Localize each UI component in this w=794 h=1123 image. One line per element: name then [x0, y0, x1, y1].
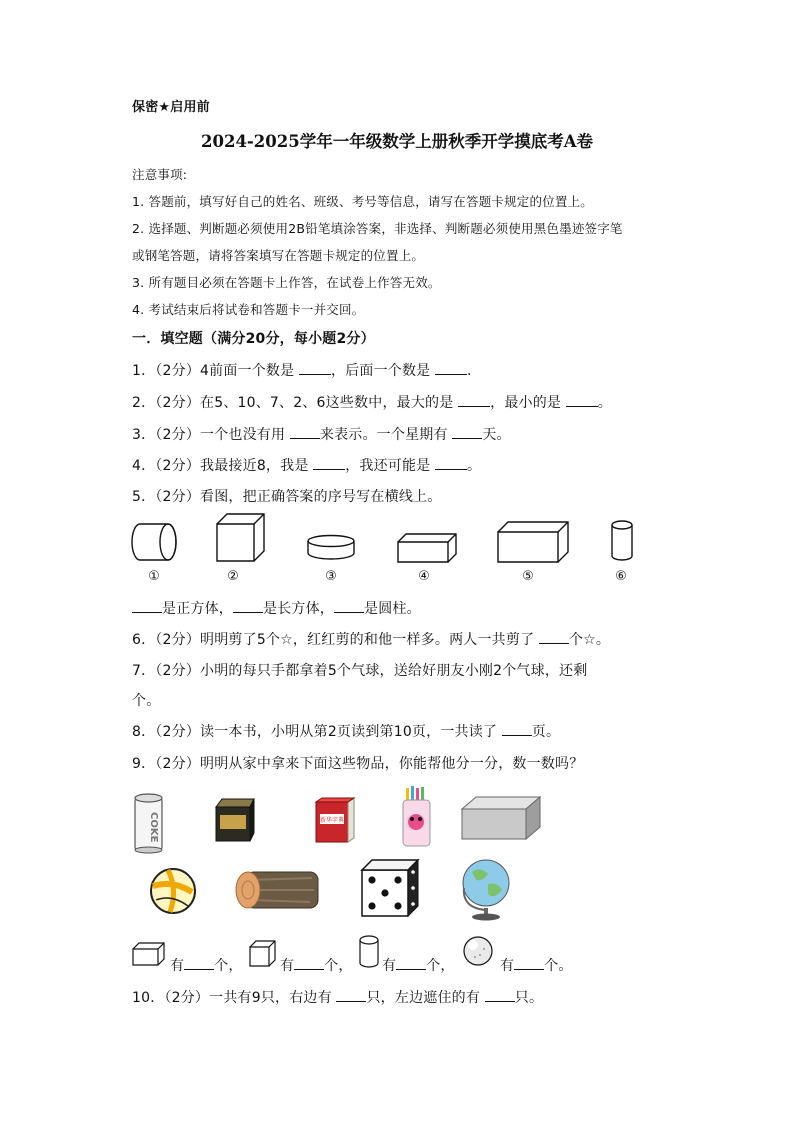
tall-cylinder-shape [610, 520, 634, 562]
q2-text-c: 。 [597, 395, 612, 411]
question-1 [132, 360, 472, 380]
cuboid-icon [132, 942, 166, 966]
unit-label: 个， [426, 958, 455, 974]
shape-number: ⑥ [615, 569, 627, 584]
coke-can-icon [132, 790, 166, 854]
tea-box-icon [212, 795, 256, 843]
question-7: 7．（2分）小明的每只手都拿着5个气球，送给好朋友小刚2个气球，还剩 [132, 663, 588, 679]
q5-text-c: 是圆柱。 [364, 601, 421, 617]
q10-text-a: 10．（2分）一共有9只，右边有 [132, 990, 332, 1006]
answer-blank[interactable] [290, 424, 320, 439]
section-title: 一．填空题（满分20分，每小题2分） [132, 331, 375, 347]
dice-icon [360, 858, 422, 918]
answer-blank[interactable] [539, 629, 569, 644]
shape-number: ① [148, 569, 160, 584]
q6-text-b: 个☆。 [568, 632, 611, 648]
q8-text-b: 页。 [531, 724, 561, 740]
shape-number: ⑤ [522, 569, 534, 584]
q5-text-a: 是正方体， [162, 601, 233, 617]
has-label: 有 [382, 958, 397, 974]
q2-text-b: ，最小的是 [490, 395, 562, 411]
cube-icon [249, 940, 277, 968]
volleyball-icon [148, 866, 198, 916]
q4-text-a: 4．（2分）我最接近8，我是 [132, 458, 309, 474]
answer-blank[interactable] [313, 455, 345, 470]
flat-cylinder-shape [306, 534, 358, 562]
book-label: 新华字典 [319, 817, 345, 824]
gift-box-icon [460, 795, 542, 843]
q4-text-c: 。 [467, 458, 482, 474]
note-item: 3. 所有题目必须在答题卡上作答，在试卷上作答无效。 [132, 275, 441, 290]
shape-number: ③ [325, 569, 337, 584]
question-5: 5．（2分）看图，把正确答案的序号写在横线上。 [132, 489, 442, 505]
answer-blank[interactable] [334, 598, 364, 613]
count-cube [280, 955, 353, 975]
long-cuboid-shape [496, 520, 572, 564]
shape-number: ② [227, 569, 239, 584]
question-2 [132, 392, 612, 412]
q10-text-c: 只。 [514, 990, 544, 1006]
has-label: 有 [500, 958, 515, 974]
answer-blank[interactable] [233, 598, 263, 613]
q3-text-a: 3．（2分）一个也没有用 [132, 427, 286, 443]
note-item: 1. 答题前，填写好自己的姓名、班级、考号等信息，请写在答题卡规定的位置上。 [132, 194, 594, 209]
notes-heading: 注意事项: [132, 167, 188, 182]
question-8 [132, 721, 560, 741]
unit-label: 个， [214, 958, 243, 974]
log-icon [232, 866, 324, 914]
confidential-label: 保密★启用前 [132, 100, 210, 115]
count-sphere [500, 955, 573, 975]
q1-text-b: ，后面一个数是 [330, 363, 431, 379]
count-cuboid [170, 955, 243, 975]
cylinder-lying-shape [130, 522, 180, 564]
question-5-answers [132, 598, 421, 618]
question-10 [132, 987, 543, 1007]
q10-text-b: 只，左边遮住的有 [366, 990, 481, 1006]
answer-blank[interactable] [452, 424, 482, 439]
question-9: 9．（2分）明明从家中拿来下面这些物品，你能帮他分一分，数一数吗？ [132, 756, 584, 772]
note-item: 2. 选择题、判断题必须使用2B铅笔填涂答案，非选择、判断题必须使用黑色墨迹签字笔 [132, 221, 623, 236]
answer-blank[interactable] [294, 955, 324, 970]
globe-icon [458, 856, 516, 922]
q1-text-c: . [467, 363, 472, 379]
count-cylinder [382, 955, 455, 975]
answer-blank[interactable] [485, 987, 515, 1002]
question-6 [132, 629, 610, 649]
unit-label: 个， [324, 958, 353, 974]
shape-number: ④ [418, 569, 430, 584]
question-7-cont: 个。 [132, 693, 161, 709]
q3-text-c: 天。 [482, 427, 511, 443]
answer-blank[interactable] [514, 955, 544, 970]
cylinder-icon [358, 935, 380, 969]
answer-blank[interactable] [336, 987, 366, 1002]
unit-label: 个。 [544, 958, 573, 974]
q4-text-b: ，我还可能是 [345, 458, 431, 474]
answer-blank[interactable] [132, 598, 162, 613]
answer-blank[interactable] [396, 955, 426, 970]
page-title: 2024-2025学年一年级数学上册秋季开学摸底考A卷 [201, 132, 593, 151]
answer-blank[interactable] [458, 392, 490, 407]
answer-blank[interactable] [184, 955, 214, 970]
pencil-cup-icon [400, 786, 434, 848]
q6-text-a: 6．（2分）明明剪了5个☆，红红剪的和他一样多。两人一共剪了 [132, 632, 535, 648]
answer-blank[interactable] [566, 392, 598, 407]
answer-blank[interactable] [502, 721, 532, 736]
can-label: COKE [148, 812, 159, 843]
has-label: 有 [280, 958, 295, 974]
question-4 [132, 455, 481, 475]
has-label: 有 [170, 958, 185, 974]
cube-shape [214, 512, 270, 564]
dictionary-icon [312, 796, 358, 844]
q1-text-a: 1．（2分）4前面一个数是 [132, 363, 295, 379]
question-3 [132, 424, 511, 444]
flat-cuboid-shape [396, 532, 460, 564]
answer-blank[interactable] [435, 360, 467, 375]
q3-text-b: 来表示。一个星期有 [319, 427, 448, 443]
answer-blank[interactable] [435, 455, 467, 470]
sphere-icon [462, 935, 494, 967]
q2-text-a: 2．（2分）在5、10、7、2、6这些数中，最大的是 [132, 395, 454, 411]
q8-text-a: 8．（2分）读一本书，小明从第2页读到第10页，一共读了 [132, 724, 498, 740]
note-item: 4. 考试结束后将试卷和答题卡一并交回。 [132, 302, 365, 317]
note-item: 或钢笔答题，请将答案填写在答题卡规定的位置上。 [132, 248, 425, 263]
q5-text-b: 是长方体， [263, 601, 334, 617]
answer-blank[interactable] [299, 360, 331, 375]
